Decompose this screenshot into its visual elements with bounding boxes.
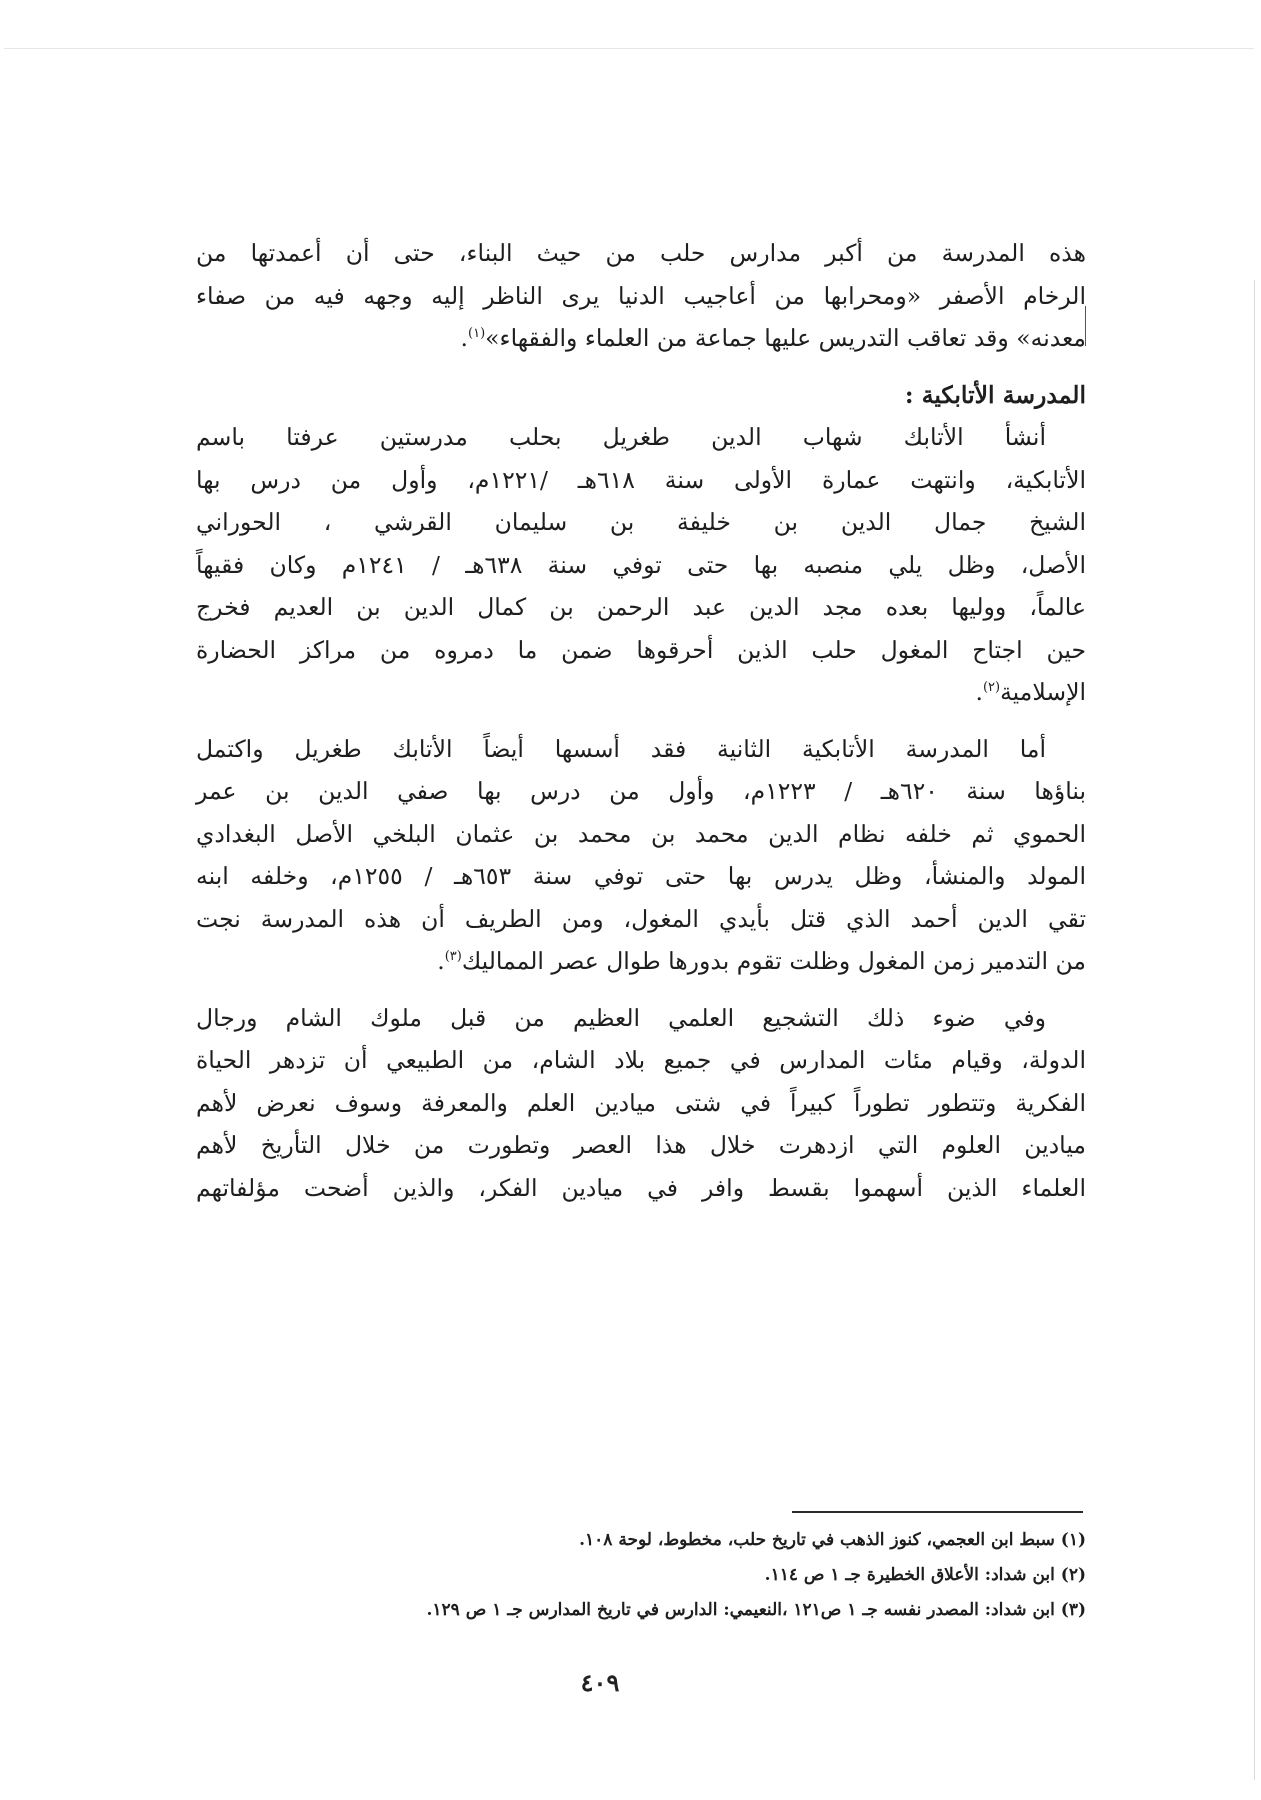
- paragraph-4: [196, 997, 1086, 1210]
- text-line: الشيخ جمال الدين بن خليفة بن سليمان القرشي ، الحوراني: [196, 508, 1086, 536]
- text-line: من التدمير زمن المغول وظلت تقوم بدورها طوال عصر المماليك: [461, 947, 1086, 975]
- footnote-ref-2[interactable]: (٢): [982, 680, 1001, 696]
- text-line: أما المدرسة الأتابكية الثانية فقد أسسها أيضاً الأتابك طغريل واكتمل: [196, 734, 1046, 763]
- text-line: الدولة، وقيام مئات المدارس في جميع بلاد الشام، من الطبيعي أن تزدهر الحياة: [196, 1046, 1086, 1074]
- text-line-end: معدنه» وقد تعاقب التدريس عليها جماعة من العلماء والفقهاء»$^{(١)}$.: [460, 324, 1086, 352]
- page-body: [196, 232, 1086, 1209]
- footnote-ref-1[interactable]: (١): [468, 326, 486, 342]
- page-number: ٤٠٩: [580, 1668, 620, 1697]
- text-line: أنشأ الأتابك شهاب الدين طغريل بحلب مدرستين عرفتا باسم: [196, 423, 1046, 451]
- text-line: الفكرية وتتطور تطوراً كبيراً في شتى ميادين العلم والمعرفة وسوف نعرض لأهم: [196, 1088, 1086, 1117]
- footnote-3: (٣) ابن شداد: المصدر نفسه جـ ١ ص١٢١ ،النعيمي: الدارس في تاريخ المدارس جـ ١ ص ١٢٩.: [426, 1600, 1086, 1620]
- paragraph-2: [196, 416, 1086, 714]
- text-line: الأتابكية، وانتهت عمارة الأولى سنة ٦١٨هـ /١٢٢١م، وأول من درس بها: [196, 465, 1086, 494]
- text-line: ميادين العلوم التي ازدهرت خلال هذا العصر وتطورت من خلال التأريخ لأهم: [196, 1131, 1086, 1159]
- footnote-separator: [792, 1511, 1083, 1513]
- text-line: المولد والمنشأ، وظل يدرس بها حتى توفي سنة ٦٥٣هـ / ١٢٥٥م، وخلفه ابنه: [196, 862, 1086, 890]
- scan-edge-top: [4, 48, 1254, 49]
- footnote-ref-3[interactable]: (٣): [444, 949, 462, 965]
- text-line: الإسلامية: [1000, 678, 1086, 706]
- paragraph-3: [196, 728, 1086, 983]
- footnotes: [196, 1523, 1086, 1628]
- text-line: الأصل، وظل يلي منصبه بها حتى توفي سنة ٦٣٨هـ / ١٢٤١م وكان فقيهاً: [196, 550, 1086, 579]
- text-line: هذه المدرسة من أكبر مدارس حلب من حيث البناء، حتى أن أعمدتها من: [196, 239, 1086, 267]
- section-heading: المدرسة الأتابكية :: [904, 380, 1086, 409]
- text-line: الحموي ثم خلفه نظام الدين محمد بن محمد بن عثمان البلخي الأصل البغدادي: [196, 819, 1086, 848]
- footnote-1: (١) سبط ابن العجمي، كنوز الذهب في تاريخ حلب، مخطوط، لوحة ١٠٨.: [579, 1530, 1086, 1550]
- paragraph-1: [196, 232, 1086, 360]
- text-line: معدنه» وقد تعاقب التدريس عليها جماعة من العلماء والفقهاء»: [485, 324, 1086, 352]
- scan-edge-right: [1254, 280, 1255, 1780]
- text-line: حين اجتاح المغول حلب الذين أحرقوها ضمن ما دمروه من مراكز الحضارة: [196, 635, 1086, 664]
- text-line-end: من التدمير زمن المغول وظلت تقوم بدورها طوال عصر المماليك$^{(٣)}$.: [437, 947, 1086, 975]
- text-line: بناؤها سنة ٦٢٠هـ / ١٢٢٣م، وأول من درس بها صفي الدين بن عمر: [196, 777, 1087, 805]
- text-line: وفي ضوء ذلك التشجيع العلمي العظيم من قبل ملوك الشام ورجال: [196, 1003, 1046, 1032]
- text-line: عالماً، ووليها بعده مجد الدين عبد الرحمن بن كمال الدين بن العديم فخرج: [196, 593, 1086, 621]
- text-line: العلماء الذين أسهموا بقسط وافر في ميادين الفكر، والذين أضحت مؤلفاتهم: [196, 1173, 1086, 1202]
- text-line-end: الإسلامية$^{(٢)}$.: [975, 678, 1086, 706]
- text-line: الرخام الأصفر «ومحرابها من أعاجيب الدنيا يرى الناظر إليه وجهه فيه من صفاء: [196, 281, 1086, 310]
- footnote-2: (٢) ابن شداد: الأعلاق الخطيرة جـ ١ ص ١١٤.: [764, 1565, 1086, 1585]
- text-line: تقي الدين أحمد الذي قتل بأيدي المغول، ومن الطريف أن هذه المدرسة نجت: [196, 904, 1086, 933]
